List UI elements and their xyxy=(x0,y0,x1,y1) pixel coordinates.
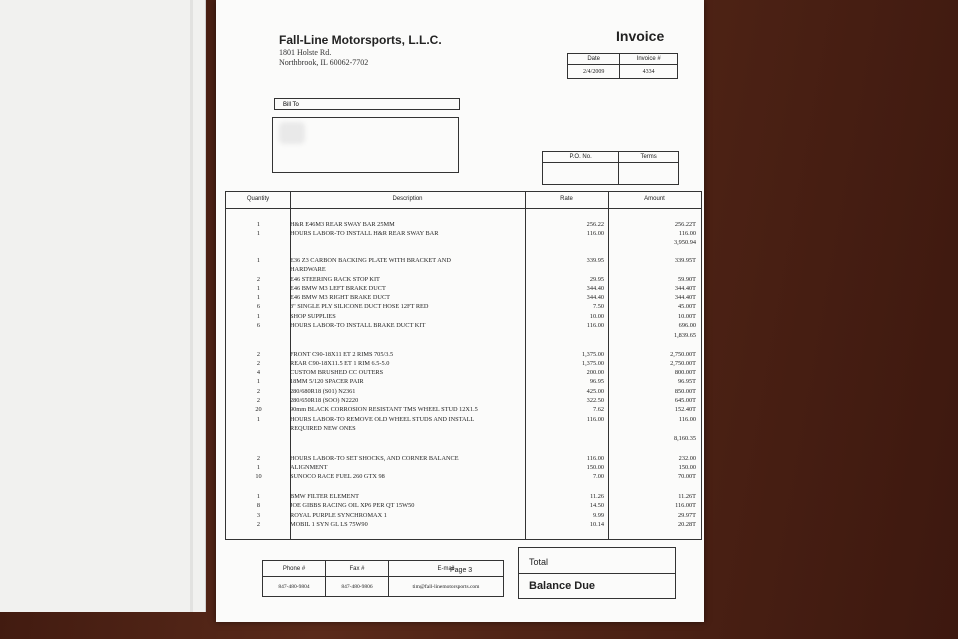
date-label: Date xyxy=(568,54,620,65)
line-item-amount: 70.00T xyxy=(677,473,696,480)
line-item-description: JOE GIBBS RACING OIL XP6 PER QT 15W50 xyxy=(290,502,415,509)
line-item-rate: 339.95 xyxy=(586,257,604,264)
line-item-amount: 800.00T xyxy=(674,369,696,376)
line-item-rate: 9.99 xyxy=(592,512,604,519)
line-item-description: ROYAL PURPLE SYNCHROMAX 1 xyxy=(290,512,387,519)
line-item-quantity: 4 xyxy=(256,369,261,376)
line-item-amount: 2,750.00T xyxy=(670,351,696,358)
col-quantity: Quantity xyxy=(246,196,270,202)
line-item-description: BMW FILTER ELEMENT xyxy=(290,493,359,500)
line-item-amount: 116.00 xyxy=(678,416,696,423)
line-item-quantity: 1 xyxy=(256,493,261,500)
line-item-row xyxy=(226,493,701,502)
line-item-amount: 696.00 xyxy=(678,322,696,329)
line-item-quantity: 2 xyxy=(256,360,261,367)
line-item-row xyxy=(226,332,701,341)
line-item-rate: 1,375.00 xyxy=(581,351,604,358)
po-label: P.O. No. xyxy=(543,152,619,163)
line-item-quantity: 2 xyxy=(256,455,261,462)
line-item-description: H&R E46M3 REAR SWAY BAR 25MM xyxy=(290,221,395,228)
line-item-quantity: 10 xyxy=(255,473,262,480)
line-item-amount: 2,750.00T xyxy=(670,360,696,367)
line-item-row xyxy=(226,360,701,369)
line-item-row xyxy=(226,294,701,303)
contact-table xyxy=(262,560,504,597)
phone-number: 847-480-9804 xyxy=(263,577,326,597)
line-item-row xyxy=(226,257,701,266)
line-item-row xyxy=(226,221,701,230)
line-item-amount: 3,950.94 xyxy=(673,239,696,246)
line-item-description: REQUIRED NEW ONES xyxy=(290,425,356,432)
line-item-row xyxy=(226,473,701,482)
line-item-rate: 11.26 xyxy=(590,493,604,500)
invoice-sheet xyxy=(216,0,704,622)
line-item-row xyxy=(226,351,701,360)
line-item-row xyxy=(226,512,701,521)
line-item-description: HOURS LABOR-TO INSTALL BRAKE DUCT KIT xyxy=(290,322,426,329)
line-item-amount: 232.00 xyxy=(678,455,696,462)
line-item-description: REAR C90-18X11.5 ET 1 RIM 6.5-5.0 xyxy=(290,360,390,367)
line-item-description: E36 Z3 CARBON BACKING PLATE WITH BRACKET AND xyxy=(290,257,451,264)
line-item-row xyxy=(226,521,701,530)
invoice-date: 2/4/2009 xyxy=(568,65,620,79)
line-item-row xyxy=(226,266,701,275)
line-item-rate: 116.00 xyxy=(586,230,604,237)
line-item-description: SUNOCO RACE FUEL 260 GTX 98 xyxy=(290,473,385,480)
po-terms-table xyxy=(542,151,679,185)
line-item-quantity: 1 xyxy=(256,294,261,301)
line-item-description: 18MM 5/120 SPACER PAIR xyxy=(290,378,364,385)
page-number: Page 3 xyxy=(450,567,473,574)
col-description: Description xyxy=(392,196,423,202)
totals-box xyxy=(518,547,676,599)
line-item-rate: 10.14 xyxy=(589,521,604,528)
line-item-quantity: 6 xyxy=(256,303,261,310)
line-item-rate: 116.00 xyxy=(586,322,604,329)
line-item-amount: 150.00 xyxy=(678,464,696,471)
line-item-row xyxy=(226,369,701,378)
line-item-quantity: 2 xyxy=(256,388,261,395)
line-item-row xyxy=(226,378,701,387)
line-item-rate: 7.62 xyxy=(592,406,604,413)
line-item-description: E46 BMW M3 LEFT BRAKE DUCT xyxy=(290,285,386,292)
line-item-amount: 256.22T xyxy=(674,221,696,228)
line-item-row xyxy=(226,464,701,473)
line-item-amount: 152.40T xyxy=(674,406,696,413)
line-item-rate: 344.40 xyxy=(586,285,604,292)
line-item-row xyxy=(226,425,701,434)
email-address: tim@fall-linemotorsports.com xyxy=(389,577,504,597)
invoice-number-label: Invoice # xyxy=(620,54,678,65)
line-item-rate: 29.95 xyxy=(589,276,604,283)
line-item-quantity: 1 xyxy=(256,378,261,385)
line-item-rate: 344.40 xyxy=(586,294,604,301)
line-item-quantity: 6 xyxy=(256,322,261,329)
line-item-description: 280/680R18 (S01) N2361 xyxy=(290,388,356,395)
company-name: Fall-Line Motorsports, L.L.C. xyxy=(279,33,442,47)
line-item-description: 90mm BLACK CORROSION RESISTANT TMS WHEEL STUD 12X1.5 xyxy=(290,406,478,413)
line-item-amount: 20.28T xyxy=(677,521,696,528)
line-item-amount: 29.97T xyxy=(677,512,696,519)
bill-to-label: Bill To xyxy=(274,98,460,110)
line-item-row xyxy=(226,388,701,397)
line-item-row xyxy=(226,406,701,415)
paper-edge xyxy=(190,0,193,612)
line-item-description: HARDWARE xyxy=(290,266,326,273)
company-address-line2: Northbrook, IL 60062-7702 xyxy=(279,58,369,67)
line-item-amount: 59.90T xyxy=(677,276,696,283)
line-item-amount: 339.95T xyxy=(674,257,696,264)
line-item-rate: 322.50 xyxy=(586,397,604,404)
line-item-description: 3" SINGLE PLY SILICONE DUCT HOSE 12FT RED xyxy=(290,303,429,310)
line-items-table xyxy=(225,191,702,540)
line-item-rate: 116.00 xyxy=(586,455,604,462)
line-item-amount: 344.40T xyxy=(674,294,696,301)
line-item-rate: 200.00 xyxy=(586,369,604,376)
date-invoice-table xyxy=(567,53,678,79)
line-item-quantity: 1 xyxy=(256,221,261,228)
background-paper-stack xyxy=(0,0,206,612)
line-item-amount: 11.26T xyxy=(678,493,696,500)
line-item-amount: 96.95T xyxy=(677,378,696,385)
line-item-description: MOBIL 1 SYN GL LS 75W90 xyxy=(290,521,368,528)
line-item-description: SHOP SUPPLIES xyxy=(290,313,336,320)
fax-number: 847-480-9806 xyxy=(326,577,389,597)
invoice-number: 4334 xyxy=(620,65,678,79)
line-item-description: HOURS LABOR-TO SET SHOCKS, AND CORNER BALANCE xyxy=(290,455,459,462)
line-item-amount: 45.00T xyxy=(677,303,696,310)
phone-label: Phone # xyxy=(263,561,326,577)
line-item-quantity: 2 xyxy=(256,397,261,404)
line-item-rate: 14.50 xyxy=(589,502,604,509)
line-item-row xyxy=(226,455,701,464)
line-item-amount: 850.00T xyxy=(674,388,696,395)
line-item-rate: 116.00 xyxy=(586,416,604,423)
line-item-row xyxy=(226,276,701,285)
line-item-quantity: 1 xyxy=(256,285,261,292)
line-item-quantity: 1 xyxy=(256,416,261,423)
line-item-description: HOURS LABOR-TO INSTALL H&R REAR SWAY BAR xyxy=(290,230,439,237)
col-amount: Amount xyxy=(644,196,665,202)
line-item-quantity: 2 xyxy=(256,276,261,283)
total-label: Total xyxy=(529,557,549,567)
line-item-row xyxy=(226,239,701,248)
line-item-quantity: 8 xyxy=(256,502,261,509)
line-item-description: ALIGNMENT xyxy=(290,464,328,471)
company-address-line1: 1801 Holste Rd. xyxy=(279,48,332,57)
line-item-row xyxy=(226,303,701,312)
po-value xyxy=(543,163,619,185)
line-item-row xyxy=(226,502,701,511)
line-item-amount: 344.40T xyxy=(674,285,696,292)
line-item-quantity: 1 xyxy=(256,313,261,320)
line-item-amount: 116.00 xyxy=(678,230,696,237)
line-item-rate: 256.22 xyxy=(586,221,604,228)
line-item-quantity: 20 xyxy=(255,406,262,413)
col-rate: Rate xyxy=(560,196,573,202)
line-item-row xyxy=(226,285,701,294)
line-item-description: HOURS LABOR-TO REMOVE OLD WHEEL STUDS AND INSTALL xyxy=(290,416,475,423)
line-item-amount: 116.00T xyxy=(675,502,696,509)
line-item-description: E46 STEERING RACK STOP KIT xyxy=(290,276,380,283)
line-item-rate: 7.00 xyxy=(592,473,604,480)
line-item-rate: 150.00 xyxy=(586,464,604,471)
line-item-amount: 645.00T xyxy=(674,397,696,404)
line-item-quantity: 2 xyxy=(256,521,261,528)
line-item-row xyxy=(226,435,701,444)
line-item-quantity: 3 xyxy=(256,512,261,519)
line-item-amount: 8,160.35 xyxy=(673,435,696,442)
line-item-description: E46 BMW M3 RIGHT BRAKE DUCT xyxy=(290,294,390,301)
line-item-row xyxy=(226,230,701,239)
line-item-row xyxy=(226,322,701,331)
line-item-quantity: 1 xyxy=(256,230,261,237)
line-item-description: CUSTOM BRUSHED CC OUTERS xyxy=(290,369,384,376)
redacted-address xyxy=(279,122,305,144)
line-item-rate: 7.50 xyxy=(592,303,604,310)
line-item-quantity: 2 xyxy=(256,351,261,358)
line-item-rate: 425.00 xyxy=(586,388,604,395)
line-item-description: FRONT C90-18X11 ET 2 RIMS 705/3.5 xyxy=(290,351,394,358)
line-item-rate: 1,375.00 xyxy=(581,360,604,367)
line-item-quantity: 1 xyxy=(256,464,261,471)
terms-value xyxy=(619,163,679,185)
line-items-header xyxy=(226,192,701,209)
line-item-rate: 96.95 xyxy=(589,378,604,385)
line-item-quantity: 1 xyxy=(256,257,261,264)
document-title: Invoice xyxy=(616,28,665,44)
line-item-amount: 10.00T xyxy=(677,313,696,320)
terms-label: Terms xyxy=(619,152,679,163)
email-label: E-mail xyxy=(389,561,504,577)
line-item-amount: 1,839.65 xyxy=(673,332,696,339)
line-item-row xyxy=(226,313,701,322)
fax-label: Fax # xyxy=(326,561,389,577)
balance-due-label: Balance Due xyxy=(529,580,596,592)
line-item-row xyxy=(226,416,701,425)
line-item-rate: 10.00 xyxy=(589,313,604,320)
line-item-description: 280/650R18 (SOO) N2220 xyxy=(290,397,359,404)
line-item-row xyxy=(226,397,701,406)
